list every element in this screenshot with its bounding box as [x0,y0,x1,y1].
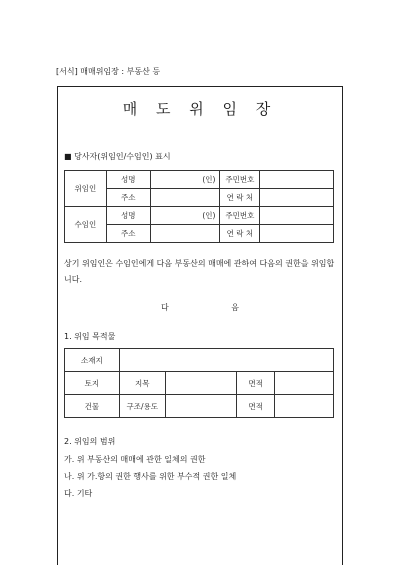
delegate-id-field[interactable] [260,207,334,225]
delegator-id-label: 주민번호 [220,171,260,189]
location-field[interactable] [119,349,333,372]
parties-table [64,170,334,243]
delegator-contact-field[interactable] [260,189,334,207]
following-heading: 다 음 [161,303,269,312]
building-area-label: 면적 [237,395,275,418]
delegation-statement: 상기 위임인은 수임인에게 다음 부동산의 매매에 관하여 다음의 권한을 위임합니다. [64,259,335,284]
document-title: 매 도 위 임 장 [122,100,278,118]
delegate-address-label: 주소 [106,225,150,243]
location-label: 소재지 [65,349,120,372]
land-area-label: 면적 [237,372,275,395]
delegator-name-field[interactable] [150,171,220,189]
form-caption: [서식] 매매위임장 : 부동산 등 [56,67,161,76]
delegator-name-label: 성명 [106,171,150,189]
delegator-address-field[interactable] [150,189,220,207]
land-type-label: 지목 [119,372,165,395]
delegate-id-label: 주민번호 [220,207,260,225]
list-item: 다. 기타 [64,489,93,498]
structure-label: 구조/용도 [119,395,165,418]
building-area-field[interactable] [275,395,334,418]
delegate-seal: (인) [202,211,216,220]
objects-table [64,348,334,418]
structure-field[interactable] [165,395,237,418]
delegate-contact-label: 연 락 처 [220,225,260,243]
delegator-label: 위임인 [65,171,107,207]
list-item: 가. 위 부동산의 매매에 관한 일체의 권한 [64,455,206,464]
delegator-contact-label: 연 락 처 [220,189,260,207]
delegate-name-field[interactable] [150,207,220,225]
land-type-field[interactable] [165,372,237,395]
delegate-address-field[interactable] [150,225,220,243]
delegate-name-label: 성명 [106,207,150,225]
parties-section-heading: ■ 당사자(위임인/수임인) 표시 [64,152,171,161]
object-section-heading: 1. 위임 목적물 [64,332,116,341]
delegator-id-field[interactable] [260,171,334,189]
land-area-field[interactable] [275,372,334,395]
delegator-address-label: 주소 [106,189,150,207]
scope-section-heading: 2. 위임의 범위 [64,437,116,446]
delegate-label: 수임인 [65,207,107,243]
list-item: 나. 위 가.항의 권한 행사를 위한 부수적 권한 일체 [64,472,237,481]
delegate-contact-field[interactable] [260,225,334,243]
land-label: 토지 [65,372,120,395]
scope-list [64,451,236,502]
building-label: 건물 [65,395,120,418]
delegator-seal: (인) [202,175,216,184]
